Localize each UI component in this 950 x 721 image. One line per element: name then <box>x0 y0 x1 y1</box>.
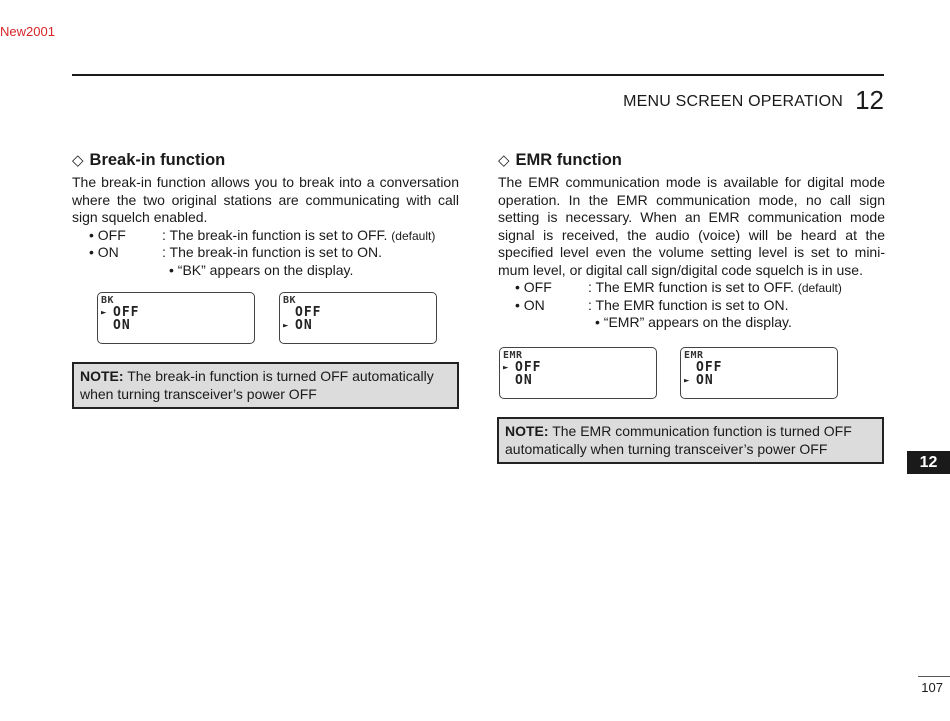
chapter-number: 12 <box>855 85 884 115</box>
option-desc <box>162 227 435 246</box>
default-marker: (default) <box>797 281 842 295</box>
display-sub-note: • “BK” appears on the display. <box>169 261 354 278</box>
note-box <box>72 362 459 409</box>
note-text: The EMR communication function is turned OFF automatically when turning transceiver’s power OFF <box>505 423 852 457</box>
footer-rule <box>918 676 950 677</box>
page-number: 107 <box>921 680 943 695</box>
section-heading <box>498 150 885 171</box>
chapter-tab: 12 <box>907 451 950 474</box>
lcd-tag: EMR <box>684 350 704 361</box>
note-text: The break-in function is turned OFF automatically when turning transceiver’s power OFF <box>80 368 434 402</box>
default-marker: (default) <box>391 228 436 243</box>
lcd-row-text: ON <box>113 318 131 333</box>
emr-section <box>498 150 885 332</box>
lcd-row-text: OFF <box>113 305 140 320</box>
lcd-row-2 <box>503 374 533 388</box>
lcd-tag: BK <box>101 295 115 306</box>
section-paragraph: The EMR communication mode is available for digital mode operation. In the EMR communication mode, no call sign setting is necessary. When an EMR communication mode signal is received, the audio (voice) will be heard at the specified level even the volume setting level is set to mini-mum level, or digital call sign/digital code squelch is in use. <box>498 174 885 278</box>
section-paragraph: The break-in function allows you to break into a conversation where the two original stations are communicating with call sign squelch enabled. <box>72 174 459 225</box>
heading-text: EMR function <box>515 151 622 169</box>
option-label: • ON <box>89 244 119 260</box>
heading-text: Break-in function <box>89 151 226 169</box>
option-on <box>498 297 885 315</box>
break-in-section <box>72 150 459 279</box>
lcd-row-2 <box>283 319 313 333</box>
corner-tag: New2001 <box>0 24 55 39</box>
option-label: • ON <box>515 296 545 313</box>
lcd-row-text: ON <box>295 318 313 333</box>
lcd-tag: EMR <box>503 350 523 361</box>
lcd-display-off <box>499 347 657 399</box>
option-off <box>498 279 885 297</box>
option-desc-text: : The break-in function is set to OFF. <box>162 226 388 243</box>
lcd-display-off <box>97 292 255 344</box>
option-label: • OFF <box>515 279 552 295</box>
note-box <box>497 417 884 464</box>
option-on <box>72 244 459 262</box>
lcd-row-text: OFF <box>515 360 542 375</box>
lcd-row-text: ON <box>515 373 533 388</box>
note-label: NOTE: <box>80 368 124 384</box>
pointer-arrow-icon: ► <box>503 363 510 373</box>
display-sub-note: • “EMR” appears on the display. <box>595 314 792 330</box>
option-desc <box>588 279 842 298</box>
option-label: • OFF <box>89 226 126 243</box>
lcd-display-on <box>680 347 838 399</box>
section-heading <box>72 150 459 171</box>
option-desc-text: : The EMR function is set to OFF. <box>588 279 794 295</box>
lcd-display-on <box>279 292 437 344</box>
lcd-row-2 <box>684 374 714 388</box>
option-desc: : The break-in function is set to ON. <box>162 244 382 260</box>
option-desc: : The EMR function is set to ON. <box>588 296 789 313</box>
pointer-arrow-icon: ► <box>684 376 691 386</box>
header-rule <box>72 74 884 76</box>
diamond-icon: ◇ <box>72 152 84 169</box>
lcd-row-text: OFF <box>295 305 322 320</box>
lcd-row-text: ON <box>696 373 714 388</box>
diamond-icon: ◇ <box>498 152 510 169</box>
pointer-arrow-icon: ► <box>101 308 108 318</box>
lcd-row-2 <box>101 319 131 333</box>
lcd-tag: BK <box>283 295 297 306</box>
header-title: MENU SCREEN OPERATION <box>623 93 843 110</box>
pointer-arrow-icon: ► <box>283 321 290 331</box>
option-off <box>72 227 459 245</box>
lcd-row-text: OFF <box>696 360 723 375</box>
note-label: NOTE: <box>505 423 549 439</box>
